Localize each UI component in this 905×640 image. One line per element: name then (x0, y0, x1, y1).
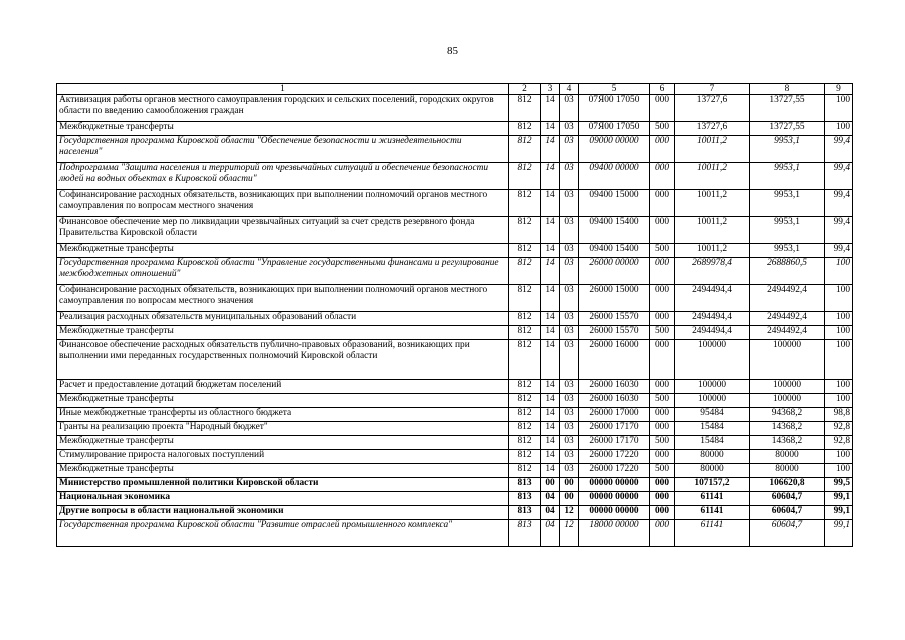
row-name-cell: Стимулирование прироста налоговых поступлений (57, 450, 509, 464)
target-article-cell: 09000 00000 (579, 136, 650, 163)
percent-cell: 100 (825, 450, 853, 464)
ministry-code-cell: 813 (509, 492, 541, 506)
planned-amount-cell: 13727,6 (675, 122, 750, 136)
percent-cell: 92,8 (825, 422, 853, 436)
subsection-cell: 12 (560, 506, 579, 520)
actual-amount-cell: 60604,7 (750, 492, 825, 506)
table-row (57, 312, 853, 326)
target-article-cell: 09400 15400 (579, 244, 650, 258)
header-cell: 7 (675, 84, 750, 95)
ministry-code-cell: 812 (509, 163, 541, 190)
ministry-code-cell: 812 (509, 95, 541, 122)
expense-type-cell: 000 (650, 95, 675, 122)
subsection-cell: 03 (560, 450, 579, 464)
ministry-code-cell: 812 (509, 326, 541, 340)
section-cell: 04 (541, 492, 560, 506)
actual-amount-cell: 13727,55 (750, 95, 825, 122)
expense-type-cell: 000 (650, 340, 675, 380)
ministry-code-cell: 812 (509, 436, 541, 450)
header-cell: 1 (57, 84, 509, 95)
row-name-cell: Межбюджетные трансферты (57, 394, 509, 408)
subsection-cell: 03 (560, 190, 579, 217)
subsection-cell: 12 (560, 520, 579, 547)
planned-amount-cell: 100000 (675, 340, 750, 380)
table-row (57, 380, 853, 394)
subsection-cell: 03 (560, 394, 579, 408)
expense-type-cell: 000 (650, 408, 675, 422)
ministry-code-cell: 812 (509, 450, 541, 464)
planned-amount-cell: 61141 (675, 520, 750, 547)
table-row (57, 506, 853, 520)
percent-cell: 100 (825, 285, 853, 312)
expense-type-cell: 000 (650, 450, 675, 464)
percent-cell: 100 (825, 258, 853, 285)
planned-amount-cell: 61141 (675, 506, 750, 520)
target-article-cell: 00000 00000 (579, 506, 650, 520)
row-name-cell: Иные межбюджетные трансферты из областного бюджета (57, 408, 509, 422)
actual-amount-cell: 94368,2 (750, 408, 825, 422)
percent-cell: 99,1 (825, 520, 853, 547)
target-article-cell: 26000 16030 (579, 380, 650, 394)
target-article-cell: 00000 00000 (579, 478, 650, 492)
row-name-cell: Софинансирование расходных обязательств, возникающих при выполнении полномочий органов местного самоуправления по вопросам местного значения (57, 285, 509, 312)
target-article-cell: 26000 16000 (579, 340, 650, 380)
ministry-code-cell: 812 (509, 258, 541, 285)
subsection-cell: 00 (560, 478, 579, 492)
ministry-code-cell: 812 (509, 464, 541, 478)
header-cell: 9 (825, 84, 853, 95)
subsection-cell: 03 (560, 95, 579, 122)
expense-type-cell: 000 (650, 520, 675, 547)
row-name-cell: Финансовое обеспечение расходных обязательств публично-правовых образований, возникающих при выполнении ими переданных государственных полномочий Кировской области (57, 340, 509, 380)
subsection-cell: 03 (560, 326, 579, 340)
section-cell: 14 (541, 122, 560, 136)
percent-cell: 99,1 (825, 492, 853, 506)
expense-type-cell: 500 (650, 326, 675, 340)
percent-cell: 100 (825, 340, 853, 380)
ministry-code-cell: 812 (509, 136, 541, 163)
row-name-cell: Гранты на реализацию проекта "Народный бюджет" (57, 422, 509, 436)
expense-type-cell: 500 (650, 244, 675, 258)
page-number: 85 (447, 45, 458, 57)
section-cell: 14 (541, 380, 560, 394)
row-name-cell: Реализация расходных обязательств муниципальных образований области (57, 312, 509, 326)
table-row (57, 436, 853, 450)
expense-type-cell: 000 (650, 163, 675, 190)
table-row (57, 95, 853, 122)
actual-amount-cell: 80000 (750, 464, 825, 478)
ministry-code-cell: 813 (509, 478, 541, 492)
percent-cell: 99,1 (825, 506, 853, 520)
target-article-cell: 26000 17220 (579, 450, 650, 464)
target-article-cell: 26000 16030 (579, 394, 650, 408)
subsection-cell: 03 (560, 163, 579, 190)
target-article-cell: 26000 15000 (579, 285, 650, 312)
subsection-cell: 03 (560, 122, 579, 136)
percent-cell: 99,4 (825, 217, 853, 244)
table-row (57, 258, 853, 285)
planned-amount-cell: 2689978,4 (675, 258, 750, 285)
table-row (57, 394, 853, 408)
actual-amount-cell: 100000 (750, 394, 825, 408)
actual-amount-cell: 9953,1 (750, 136, 825, 163)
target-article-cell: 07Я00 17050 (579, 122, 650, 136)
ministry-code-cell: 812 (509, 394, 541, 408)
table-row (57, 340, 853, 380)
percent-cell: 100 (825, 380, 853, 394)
subsection-cell: 03 (560, 217, 579, 244)
expense-type-cell: 500 (650, 394, 675, 408)
actual-amount-cell: 60604,7 (750, 520, 825, 547)
row-name-cell: Финансовое обеспечение мер по ликвидации чрезвычайных ситуаций за счет средств резервного фонда Правительства Кировской области (57, 217, 509, 244)
row-name-cell: Государственная программа Кировской области "Управление государственными финансами и регулирование межбюджетных отношений" (57, 258, 509, 285)
target-article-cell: 26000 17220 (579, 464, 650, 478)
planned-amount-cell: 15484 (675, 422, 750, 436)
percent-cell: 99,4 (825, 244, 853, 258)
header-cell: 6 (650, 84, 675, 95)
subsection-cell: 00 (560, 492, 579, 506)
row-name-cell: Межбюджетные трансферты (57, 326, 509, 340)
expense-type-cell: 000 (650, 258, 675, 285)
target-article-cell: 18000 00000 (579, 520, 650, 547)
percent-cell: 100 (825, 312, 853, 326)
expense-type-cell: 500 (650, 122, 675, 136)
row-name-cell: Межбюджетные трансферты (57, 464, 509, 478)
subsection-cell: 03 (560, 380, 579, 394)
target-article-cell: 26000 17170 (579, 422, 650, 436)
actual-amount-cell: 9953,1 (750, 190, 825, 217)
percent-cell: 99,4 (825, 190, 853, 217)
subsection-cell: 03 (560, 436, 579, 450)
budget-table (56, 83, 853, 547)
actual-amount-cell: 106620,8 (750, 478, 825, 492)
expense-type-cell: 000 (650, 312, 675, 326)
section-cell: 14 (541, 163, 560, 190)
planned-amount-cell: 13727,6 (675, 95, 750, 122)
section-cell: 14 (541, 312, 560, 326)
percent-cell: 99,5 (825, 478, 853, 492)
planned-amount-cell: 10011,2 (675, 136, 750, 163)
subsection-cell: 03 (560, 408, 579, 422)
target-article-cell: 26000 15570 (579, 326, 650, 340)
target-article-cell: 26000 17170 (579, 436, 650, 450)
header-cell: 8 (750, 84, 825, 95)
table-row (57, 122, 853, 136)
ministry-code-cell: 812 (509, 312, 541, 326)
planned-amount-cell: 10011,2 (675, 244, 750, 258)
row-name-cell: Софинансирование расходных обязательств, возникающих при выполнении полномочий органов местного самоуправления по вопросам местного значения (57, 190, 509, 217)
row-name-cell: Государственная программа Кировской области "Обеспечение безопасности и жизнедеятельности населения" (57, 136, 509, 163)
row-name-cell: Расчет и предоставление дотаций бюджетам поселений (57, 380, 509, 394)
section-cell: 14 (541, 422, 560, 436)
row-name-cell: Подпрограмма "Защита населения и территорий от чрезвычайных ситуаций и обеспечение безопасности людей на водных объектах в Кировской области" (57, 163, 509, 190)
actual-amount-cell: 14368,2 (750, 422, 825, 436)
target-article-cell: 26000 15570 (579, 312, 650, 326)
ministry-code-cell: 812 (509, 340, 541, 380)
row-name-cell: Другие вопросы в области национальной экономики (57, 506, 509, 520)
subsection-cell: 03 (560, 244, 579, 258)
planned-amount-cell: 2494494,4 (675, 312, 750, 326)
percent-cell: 100 (825, 122, 853, 136)
ministry-code-cell: 812 (509, 244, 541, 258)
section-cell: 04 (541, 506, 560, 520)
expense-type-cell: 000 (650, 380, 675, 394)
ministry-code-cell: 812 (509, 408, 541, 422)
expense-type-cell: 000 (650, 492, 675, 506)
section-cell: 14 (541, 258, 560, 285)
expense-type-cell: 500 (650, 464, 675, 478)
section-cell: 14 (541, 408, 560, 422)
ministry-code-cell: 812 (509, 190, 541, 217)
section-cell: 14 (541, 190, 560, 217)
percent-cell: 92,8 (825, 436, 853, 450)
percent-cell: 100 (825, 394, 853, 408)
table-row (57, 422, 853, 436)
expense-type-cell: 000 (650, 285, 675, 312)
actual-amount-cell: 13727,55 (750, 122, 825, 136)
planned-amount-cell: 107157,2 (675, 478, 750, 492)
table-row (57, 326, 853, 340)
subsection-cell: 03 (560, 422, 579, 436)
subsection-cell: 03 (560, 258, 579, 285)
actual-amount-cell: 9953,1 (750, 163, 825, 190)
header-cell: 4 (560, 84, 579, 95)
target-article-cell: 07Я00 17050 (579, 95, 650, 122)
planned-amount-cell: 95484 (675, 408, 750, 422)
percent-cell: 100 (825, 464, 853, 478)
ministry-code-cell: 812 (509, 422, 541, 436)
actual-amount-cell: 60604,7 (750, 506, 825, 520)
actual-amount-cell: 2494492,4 (750, 326, 825, 340)
section-cell: 14 (541, 394, 560, 408)
expense-type-cell: 000 (650, 136, 675, 163)
subsection-cell: 03 (560, 464, 579, 478)
planned-amount-cell: 15484 (675, 436, 750, 450)
ministry-code-cell: 813 (509, 520, 541, 547)
actual-amount-cell: 100000 (750, 380, 825, 394)
table-row (57, 163, 853, 190)
actual-amount-cell: 2494492,4 (750, 285, 825, 312)
section-cell: 14 (541, 450, 560, 464)
expense-type-cell: 000 (650, 422, 675, 436)
section-cell: 14 (541, 217, 560, 244)
actual-amount-cell: 9953,1 (750, 217, 825, 244)
table-row (57, 478, 853, 492)
planned-amount-cell: 80000 (675, 450, 750, 464)
ministry-code-cell: 812 (509, 380, 541, 394)
target-article-cell: 09400 15000 (579, 190, 650, 217)
actual-amount-cell: 9953,1 (750, 244, 825, 258)
target-article-cell: 00000 00000 (579, 492, 650, 506)
section-cell: 14 (541, 136, 560, 163)
section-cell: 14 (541, 285, 560, 312)
section-cell: 14 (541, 340, 560, 380)
actual-amount-cell: 2494492,4 (750, 312, 825, 326)
header-cell: 3 (541, 84, 560, 95)
table-row (57, 492, 853, 506)
target-article-cell: 26000 17000 (579, 408, 650, 422)
subsection-cell: 03 (560, 285, 579, 312)
percent-cell: 100 (825, 326, 853, 340)
table-row (57, 136, 853, 163)
planned-amount-cell: 2494494,4 (675, 326, 750, 340)
section-cell: 04 (541, 520, 560, 547)
table-row (57, 408, 853, 422)
row-name-cell: Межбюджетные трансферты (57, 436, 509, 450)
section-cell: 14 (541, 464, 560, 478)
target-article-cell: 26000 00000 (579, 258, 650, 285)
ministry-code-cell: 812 (509, 122, 541, 136)
row-name-cell: Межбюджетные трансферты (57, 122, 509, 136)
row-name-cell: Активизация работы органов местного самоуправления городских и сельских поселений, городских округов области по введению самообложения граждан (57, 95, 509, 122)
table-row (57, 190, 853, 217)
row-name-cell: Министерство промышленной политики Кировской области (57, 478, 509, 492)
actual-amount-cell: 2688860,5 (750, 258, 825, 285)
target-article-cell: 09400 15400 (579, 217, 650, 244)
section-cell: 14 (541, 244, 560, 258)
section-cell: 14 (541, 436, 560, 450)
planned-amount-cell: 100000 (675, 394, 750, 408)
table-row (57, 244, 853, 258)
row-name-cell: Межбюджетные трансферты (57, 244, 509, 258)
table-row (57, 464, 853, 478)
table-header-row (57, 84, 853, 95)
section-cell: 14 (541, 326, 560, 340)
planned-amount-cell: 61141 (675, 492, 750, 506)
row-name-cell: Национальная экономика (57, 492, 509, 506)
planned-amount-cell: 2494494,4 (675, 285, 750, 312)
percent-cell: 98,8 (825, 408, 853, 422)
actual-amount-cell: 14368,2 (750, 436, 825, 450)
planned-amount-cell: 10011,2 (675, 217, 750, 244)
actual-amount-cell: 80000 (750, 450, 825, 464)
actual-amount-cell: 100000 (750, 340, 825, 380)
expense-type-cell: 000 (650, 478, 675, 492)
table-row (57, 217, 853, 244)
subsection-cell: 03 (560, 312, 579, 326)
table-row (57, 450, 853, 464)
row-name-cell: Государственная программа Кировской области "Развитие отраслей промышленного комплекса" (57, 520, 509, 547)
header-cell: 5 (579, 84, 650, 95)
ministry-code-cell: 813 (509, 506, 541, 520)
target-article-cell: 09400 00000 (579, 163, 650, 190)
section-cell: 00 (541, 478, 560, 492)
percent-cell: 100 (825, 95, 853, 122)
planned-amount-cell: 80000 (675, 464, 750, 478)
percent-cell: 99,4 (825, 136, 853, 163)
ministry-code-cell: 812 (509, 285, 541, 312)
expense-type-cell: 500 (650, 436, 675, 450)
subsection-cell: 03 (560, 136, 579, 163)
table-row (57, 520, 853, 547)
table-row (57, 285, 853, 312)
subsection-cell: 03 (560, 340, 579, 380)
planned-amount-cell: 10011,2 (675, 163, 750, 190)
planned-amount-cell: 100000 (675, 380, 750, 394)
expense-type-cell: 000 (650, 217, 675, 244)
section-cell: 14 (541, 95, 560, 122)
expense-type-cell: 000 (650, 506, 675, 520)
planned-amount-cell: 10011,2 (675, 190, 750, 217)
ministry-code-cell: 812 (509, 217, 541, 244)
percent-cell: 99,4 (825, 163, 853, 190)
header-cell: 2 (509, 84, 541, 95)
expense-type-cell: 000 (650, 190, 675, 217)
